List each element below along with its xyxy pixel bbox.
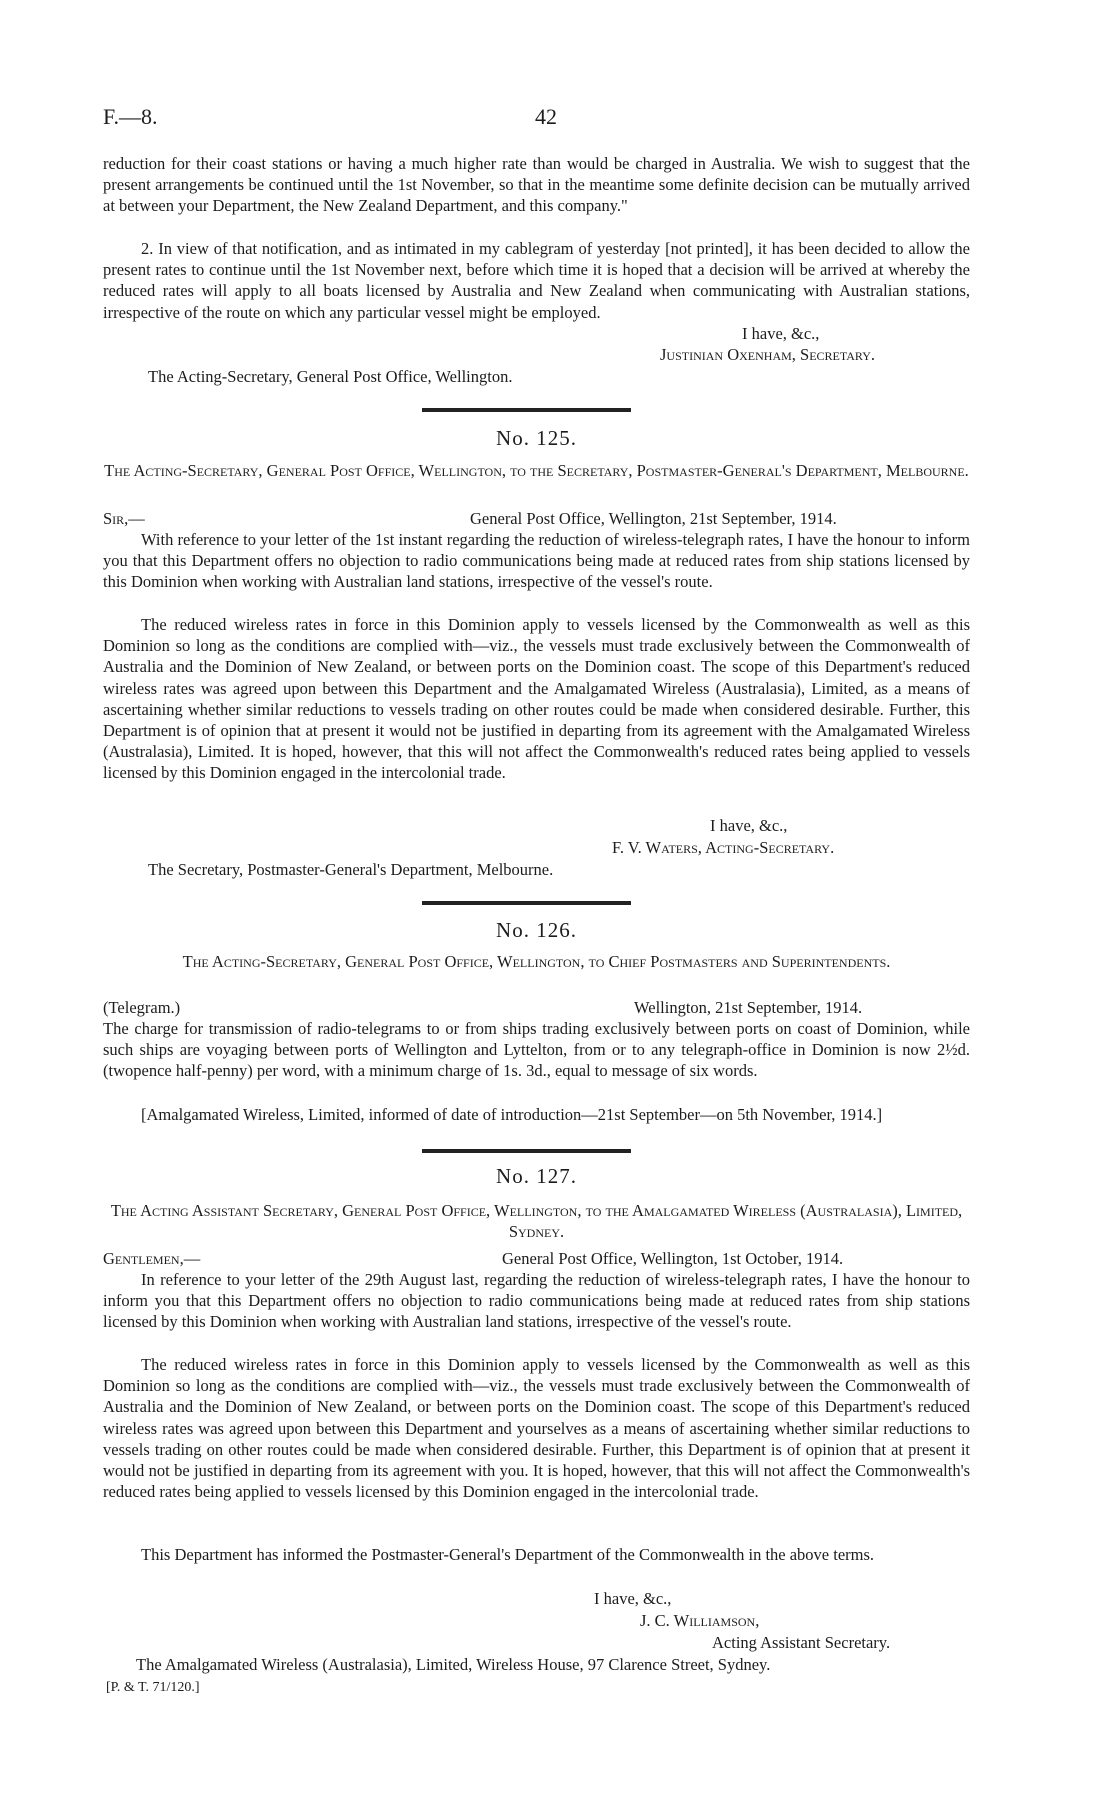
letter-126-telegram-label: (Telegram.) — [103, 998, 181, 1017]
letter-127-salutation: Gentlemen,— — [103, 1249, 201, 1268]
letter-127-number: No. 127. — [496, 1164, 577, 1188]
letter-125-salutation: Sir,— — [103, 509, 145, 528]
letter-126-heading: The Acting-Secretary, General Post Office, Wellington, to Chief Postmasters and Superintendents. — [182, 952, 891, 971]
letter-125-paragraph-1: With reference to your letter of the 1st instant regarding the reduction of wireless-telegraph rates, I have the honour to inform you that this Department offers no objection to radio communications being made at reduced rates from ship stations licensed by this Dominion when working with Australian land stations, irrespective of the vessel's route. — [103, 530, 970, 592]
letter-126-telegram-body: The charge for transmission of radio-telegrams to or from ships trading exclusively between ports on coast of Dominion, while such ships are voyaging between ports of Wellington and Lyttelton, from or to any telegraph-office in Dominion is now 2½d. (twopence half-penny) per word, with a minimum charge of 1s. 3d., equal to message of six words. — [103, 1019, 970, 1081]
letter-126-dateline: Wellington, 21st September, 1914. — [634, 998, 863, 1017]
carryover-closing: I have, &c., — [742, 324, 820, 343]
letter-126-number: No. 126. — [496, 918, 577, 942]
letter-125-heading: The Acting-Secretary, General Post Office, Wellington, to the Secretary, Postmaster-General's Department, Melbourne. — [104, 461, 969, 480]
section-divider — [422, 901, 631, 905]
carryover-paragraph-2: 2. In view of that notification, and as intimated in my cablegram of yesterday [not printed], it has been decided to allow the present rates to continue until the 1st November next, before which time it is hoped that a decision will be arrived at whereby the reduced rates will apply to all boats licensed by Australia and New Zealand when communicating with Australian stations, irrespective of the route on which any particular vessel might be employed. — [103, 239, 970, 322]
page-number: 42 — [535, 104, 557, 129]
letter-127-addressee: The Amalgamated Wireless (Australasia), Limited, Wireless House, 97 Clarence Street, Sydney. — [136, 1655, 771, 1674]
carryover-addressee: The Acting-Secretary, General Post Office, Wellington. — [148, 367, 513, 386]
letter-127-heading: The Acting Assistant Secretary, General Post Office, Wellington, to the Amalgamated Wireless (Australasia), Limited, Sydney. — [110, 1201, 963, 1241]
letter-125-closing: I have, &c., — [710, 816, 788, 835]
section-divider — [422, 1149, 631, 1153]
letter-127-dateline: General Post Office, Wellington, 1st October, 1914. — [502, 1249, 844, 1268]
letter-127-paragraph-1: In reference to your letter of the 29th August last, regarding the reduction of wireless-telegraph rates, I have the honour to inform you that this Department offers no objection to radio communications being made at reduced rates from ship stations licensed by this Dominion when working with Australian land stations, irrespective of the vessel's route. — [103, 1270, 970, 1332]
letter-127-signature-name: J. C. Williamson, — [640, 1611, 760, 1630]
carryover-signature: Justinian Oxenham, Secretary. — [660, 345, 876, 364]
letter-127-paragraph-2: The reduced wireless rates in force in this Dominion apply to vessels licensed by the Commonwealth as well as this Dominion so long as the conditions are complied with—viz., the vessels must trade exclusively between the Commonwealth of Australia and the Dominion of New Zealand, or between ports on the Dominion coast. The scope of this Department's reduced wireless rates was agreed upon between this Department and yourselves as a means of ascertaining whether similar reductions to vessels trading on other routes could be made when considered desirable. Further, this Department is of opinion that at present it would not be justified in departing from its agreement with you. It is hoped, however, that this will not affect the Commonwealth's reduced rates being applied to vessels licensed by this Dominion engaged in the intercolonial trade. — [103, 1355, 970, 1502]
letter-125-paragraph-2: The reduced wireless rates in force in this Dominion apply to vessels licensed by the Commonwealth as well as this Dominion so long as the conditions are complied with—viz., the vessels must trade exclusively between the Commonwealth of Australia and the Dominion of New Zealand, or between ports on the Dominion coast. The scope of this Department's reduced wireless rates was agreed upon between this Department and the Amalgamated Wireless (Australasia), Limited, as a means of ascertaining whether similar reductions to vessels trading on other routes could be made when considered desirable. Further, this Department is of opinion that at present it would not be justified in departing from its agreement with the Amalgamated Wireless (Australasia), Limited. It is hoped, however, that this will not affect the Commonwealth's reduced rates being applied to vessels licensed by this Dominion engaged in the intercolonial trade. — [103, 615, 970, 783]
letter-125-signature: F. V. Waters, Acting-Secretary. — [612, 838, 835, 857]
letter-127-signature-title: Acting Assistant Secretary. — [712, 1633, 891, 1652]
letter-125-dateline: General Post Office, Wellington, 21st September, 1914. — [470, 509, 837, 528]
section-divider — [422, 408, 631, 412]
letter-127-paragraph-3: This Department has informed the Postmaster-General's Department of the Commonwealth in the above terms. — [141, 1545, 875, 1564]
letter-125-number: No. 125. — [496, 426, 577, 450]
letter-127-closing: I have, &c., — [594, 1589, 672, 1608]
document-reference: F.—8. — [103, 104, 158, 129]
file-reference: [P. & T. 71/120.] — [106, 1680, 200, 1695]
carryover-paragraph-1: reduction for their coast stations or having a much higher rate than would be charged in Australia. We wish to suggest that the present arrangements be continued until the 1st November, so that in the meantime some definite decision can be mutually arrived at between your Department, the New Zealand Department, and this company." — [103, 154, 970, 216]
letter-125-addressee: The Secretary, Postmaster-General's Department, Melbourne. — [148, 860, 554, 879]
letter-126-note: [Amalgamated Wireless, Limited, informed of date of introduction—21st September—on 5th November, 1914.] — [141, 1105, 883, 1124]
